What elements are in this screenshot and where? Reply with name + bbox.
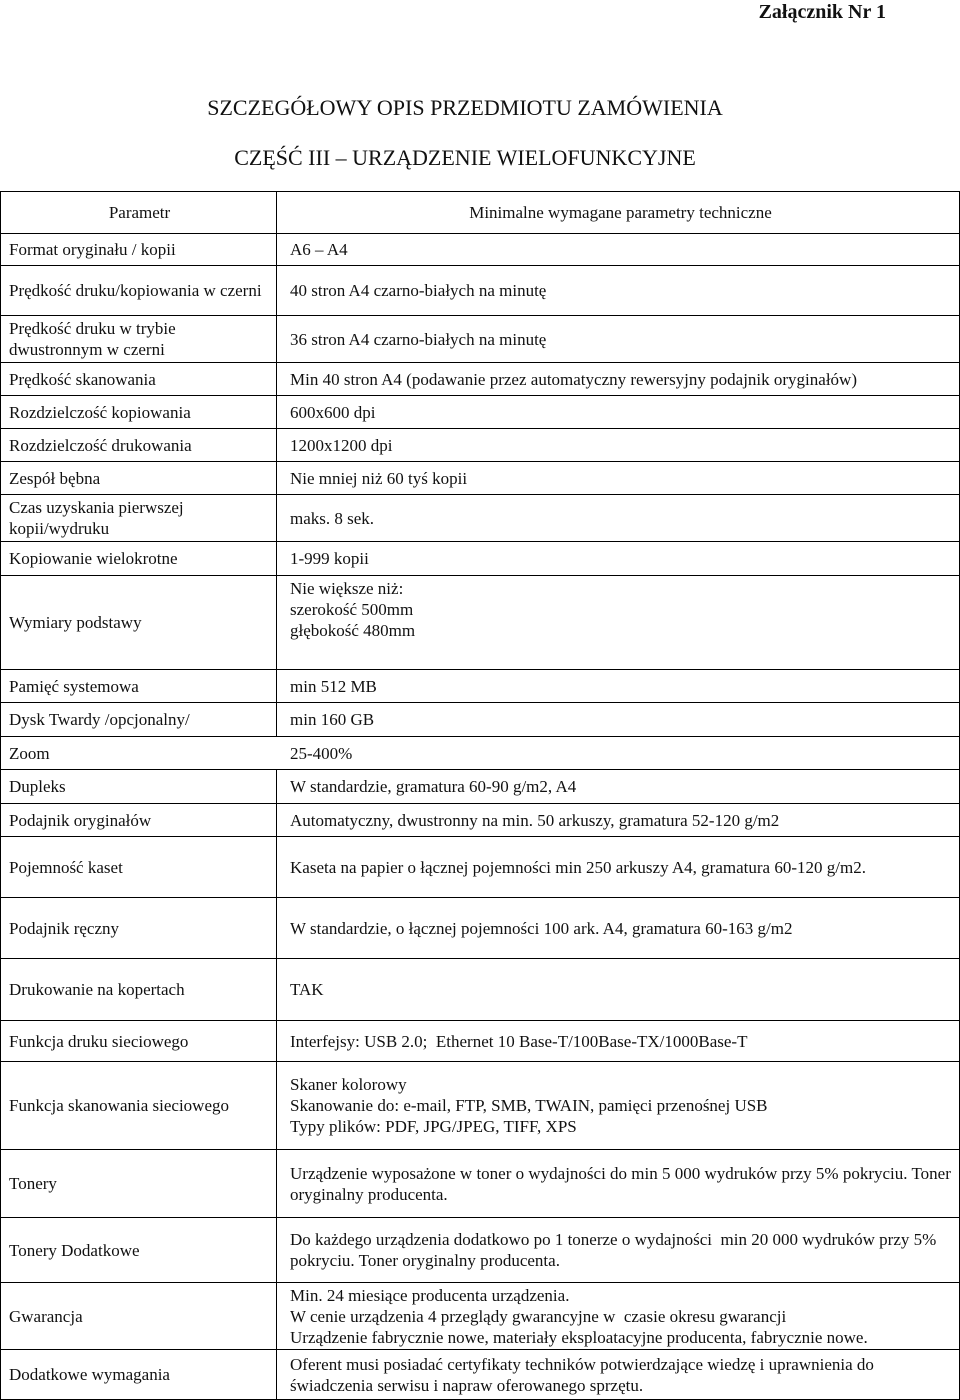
value-cell: A6 – A4 [277, 234, 960, 265]
param-cell: Drukowanie na kopertach [0, 959, 277, 1020]
param-cell: Prędkość druku w trybie dwustronnym w czerni [0, 316, 277, 362]
value-cell: Nie mniej niż 60 tyś kopii [277, 462, 960, 494]
value-cell: TAK [277, 959, 960, 1020]
param-cell: Prędkość druku/kopiowania w czerni [0, 266, 277, 315]
table-row [0, 396, 960, 429]
param-cell: Pamięć systemowa [0, 670, 277, 702]
table-row [0, 1062, 960, 1150]
param-cell: Podajnik oryginałów [0, 804, 277, 836]
value-cell: maks. 8 sek. [277, 495, 960, 541]
value-cell: min 512 MB [277, 670, 960, 702]
table-row [0, 737, 960, 770]
header-value: Minimalne wymagane parametry techniczne [277, 192, 960, 233]
table-row [0, 1021, 960, 1062]
table-row [0, 670, 960, 703]
value-cell: Urządzenie wyposażone w toner o wydajności do min 5 000 wydruków przy 5% pokryciu. Toner oryginalny producenta. [277, 1150, 960, 1217]
value-cell: Automatyczny, dwustronny na min. 50 arkuszy, gramatura 52-120 g/m2 [277, 804, 960, 836]
table-row [0, 429, 960, 462]
table-row [0, 837, 960, 898]
param-cell: Funkcja skanowania sieciowego [0, 1062, 277, 1149]
table-row [0, 1150, 960, 1218]
table-row [0, 316, 960, 363]
annex-label: Załącznik Nr 1 [758, 1, 886, 23]
document-subtitle: CZĘŚĆ III – URZĄDZENIE WIELOFUNKCYJNE [234, 145, 696, 170]
param-cell: Gwarancja [0, 1283, 277, 1349]
table-row [0, 1283, 960, 1350]
param-cell: Zoom [0, 737, 277, 769]
document-title: SZCZEGÓŁOWY OPIS PRZEDMIOTU ZAMÓWIENIA [207, 95, 723, 120]
table-row [0, 363, 960, 396]
param-cell: Dysk Twardy /opcjonalny/ [0, 703, 277, 736]
param-cell: Pojemność kaset [0, 837, 277, 897]
param-cell: Funkcja druku sieciowego [0, 1021, 277, 1061]
value-cell: Min. 24 miesiące producenta urządzenia. W cenie urządzenia 4 przeglądy gwarancyjne w czasie okresu gwarancji Urządzenie fabrycznie nowe, materiały eksploatacyjne producenta, fabrycznie nowe. [277, 1283, 960, 1349]
value-cell: 40 stron A4 czarno-białych na minutę [277, 266, 960, 315]
table-row [0, 576, 960, 670]
specification-table [0, 191, 960, 1400]
value-cell: W standardzie, gramatura 60-90 g/m2, A4 [277, 770, 960, 803]
param-cell: Kopiowanie wielokrotne [0, 542, 277, 575]
value-cell: min 160 GB [277, 703, 960, 736]
table-row [0, 462, 960, 495]
table-row [0, 1218, 960, 1283]
value-cell: 600x600 dpi [277, 396, 960, 428]
value-cell: W standardzie, o łącznej pojemności 100 ark. A4, gramatura 60-163 g/m2 [277, 898, 960, 958]
value-cell: Skaner kolorowy Skanowanie do: e-mail, FTP, SMB, TWAIN, pamięci przenośnej USB Typy plików: PDF, JPG/JPEG, TIFF, XPS [277, 1062, 960, 1149]
header-param: Parametr [0, 192, 277, 233]
value-cell: 1200x1200 dpi [277, 429, 960, 461]
table-row [0, 898, 960, 959]
value-cell: Do każdego urządzenia dodatkowo po 1 tonerze o wydajności min 20 000 wydruków przy 5% pokryciu. Toner oryginalny producenta. [277, 1218, 960, 1282]
table-row [0, 542, 960, 576]
table-row [0, 703, 960, 737]
param-cell: Rozdzielczość kopiowania [0, 396, 277, 428]
table-row [0, 959, 960, 1021]
param-cell: Czas uzyskania pierwszej kopii/wydruku [0, 495, 277, 541]
value-cell: Nie większe niż: szerokość 500mm głębokość 480mm [277, 576, 960, 669]
value-cell: Min 40 stron A4 (podawanie przez automatyczny rewersyjny podajnik oryginałów) [277, 363, 960, 395]
table-header-row [0, 191, 960, 234]
value-cell: 1-999 kopii [277, 542, 960, 575]
value-cell: Kaseta na papier o łącznej pojemności min 250 arkuszy A4, gramatura 60-120 g/m2. [277, 837, 960, 897]
value-cell: 36 stron A4 czarno-białych na minutę [277, 316, 960, 362]
table-row [0, 1350, 960, 1400]
table-row [0, 266, 960, 316]
param-cell: Prędkość skanowania [0, 363, 277, 395]
param-cell: Wymiary podstawy [0, 576, 277, 669]
table-row [0, 770, 960, 804]
param-cell: Rozdzielczość drukowania [0, 429, 277, 461]
param-cell: Podajnik ręczny [0, 898, 277, 958]
param-cell: Dupleks [0, 770, 277, 803]
table-row [0, 495, 960, 542]
value-cell: Oferent musi posiadać certyfikaty techników potwierdzające wiedzę i uprawnienia do świadczenia serwisu i napraw oferowanego sprzętu. [277, 1350, 960, 1399]
param-cell: Zespół bębna [0, 462, 277, 494]
param-cell: Format oryginału / kopii [0, 234, 277, 265]
param-cell: Tonery Dodatkowe [0, 1218, 277, 1282]
param-cell: Dodatkowe wymagania [0, 1350, 277, 1399]
value-cell: 25-400% [277, 737, 960, 769]
param-cell: Tonery [0, 1150, 277, 1217]
table-row [0, 804, 960, 837]
value-cell: Interfejsy: USB 2.0; Ethernet 10 Base-T/100Base-TX/1000Base-T [277, 1021, 960, 1061]
table-row [0, 234, 960, 266]
